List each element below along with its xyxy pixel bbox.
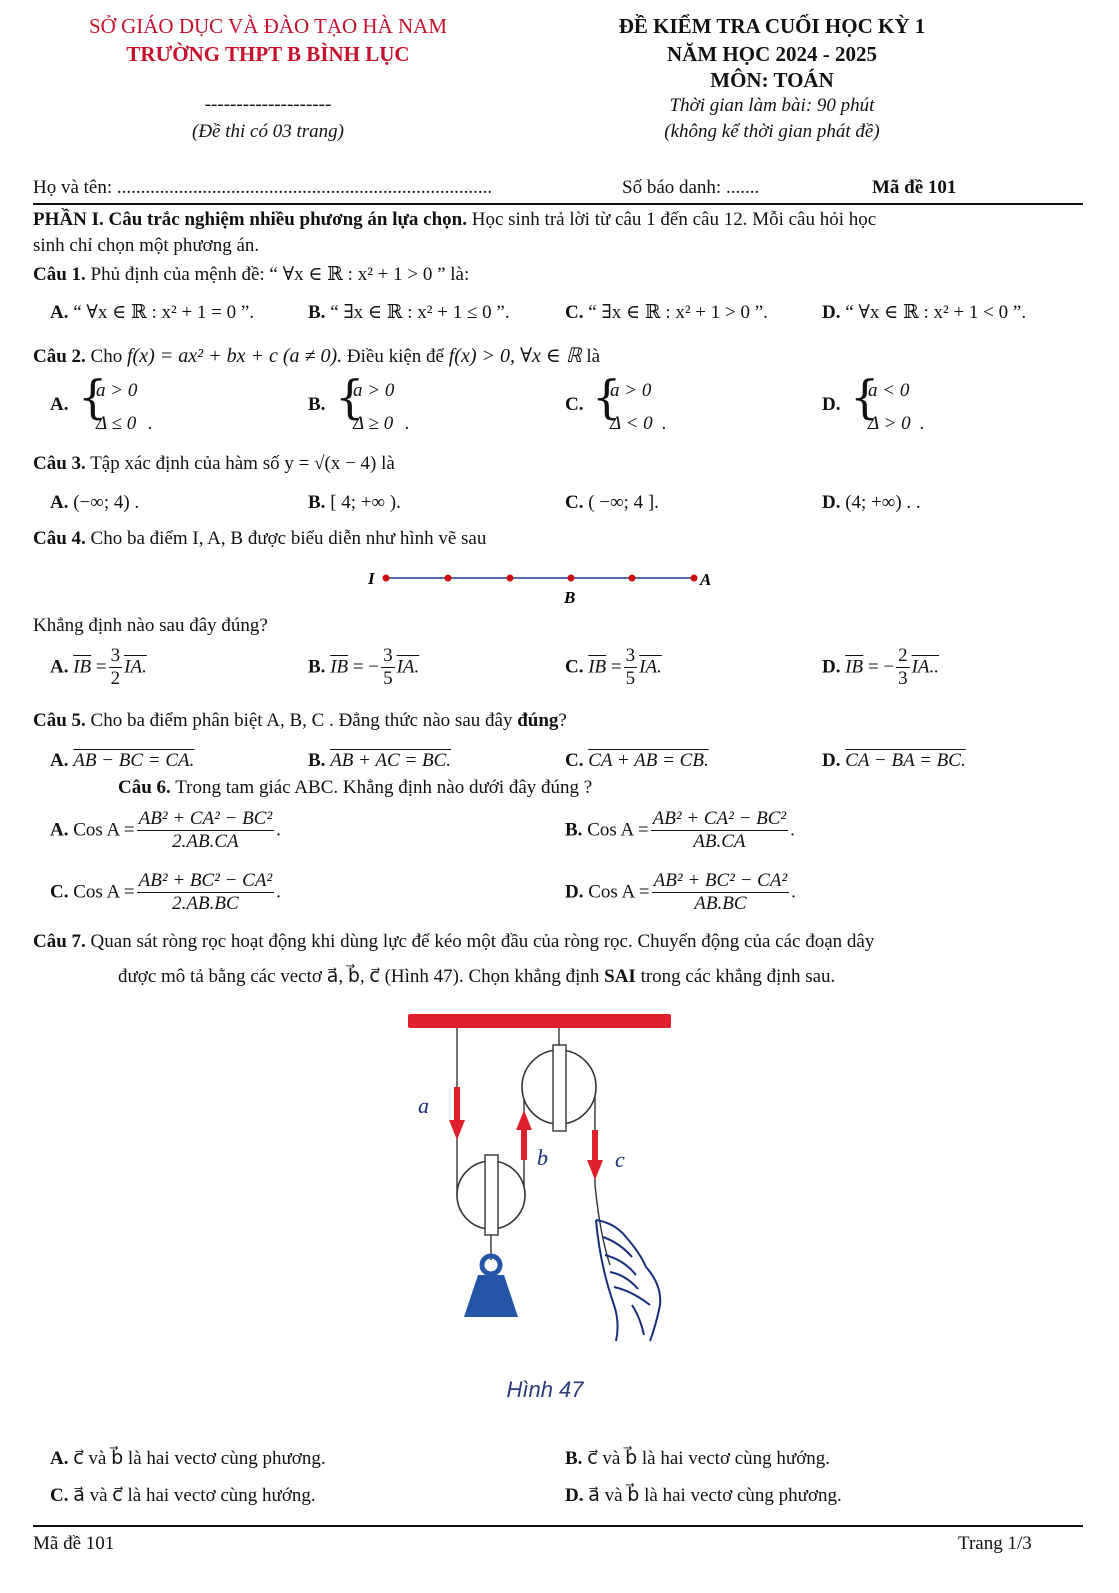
q1-option-d[interactable]: D. “ ∀x ∈ ℝ : x² + 1 < 0 ”. — [822, 302, 1027, 323]
exam-title: ĐỀ KIỂM TRA CUỐI HỌC KỲ 1 — [618, 14, 926, 38]
q3-option-a[interactable]: A. (−∞; 4) . — [50, 492, 140, 513]
q5-option-d[interactable]: D. CA − BA = BC. — [822, 750, 966, 771]
ceiling-bar — [408, 1014, 671, 1028]
q2-stem: Câu 2. Cho f(x) = ax² + bx + c (a ≠ 0). Điều kiện để f(x) > 0, ∀x ∈ ℝ là — [33, 345, 601, 367]
vector-b-arrow — [516, 1110, 532, 1160]
student-id-field: Số báo danh: ....... — [622, 177, 760, 198]
q1-option-b[interactable]: B. “ ∃x ∈ ℝ : x² + 1 ≤ 0 ”. — [308, 302, 510, 323]
q7-option-b[interactable]: B. c⃗ và b⃗ là hai vectơ cùng hướng. — [565, 1448, 831, 1469]
part1-desc: sinh chỉ chọn một phương án. — [33, 235, 260, 256]
q2-option-c[interactable]: C. — [565, 394, 584, 415]
school-name: TRƯỜNG THPT B BÌNH LỤC — [126, 42, 410, 66]
vector-b-label: b⃗ — [537, 1145, 566, 1170]
q7-stem-line1: Câu 7. Quan sát ròng rọc hoạt động khi dùng lực để kéo một đầu của ròng rọc. Chuyển động của các đoạn dây — [33, 931, 875, 952]
vector-c-label: c⃗ — [615, 1147, 642, 1172]
point-a-label: A — [700, 570, 712, 589]
q2-option-b[interactable]: B. — [308, 394, 326, 415]
vector-a-label: a⃗ — [418, 1093, 447, 1118]
q2-option-d[interactable]: D. — [822, 394, 841, 415]
points-figure — [360, 565, 730, 610]
school-year: NĂM HỌC 2024 - 2025 — [667, 42, 877, 66]
q1-option-c[interactable]: C. “ ∃x ∈ ℝ : x² + 1 > 0 ”. — [565, 302, 768, 323]
q7-option-c[interactable]: C. a⃗ và c⃗ là hai vectơ cùng hướng. — [50, 1485, 316, 1506]
student-name-field: Họ và tên: ............................................................................... — [33, 177, 493, 198]
q4-option-a[interactable]: A. $\overline{IB}$ = $\frac{3}{2}$ IA. — [50, 645, 147, 689]
exam-time: Thời gian làm bài: 90 phút — [669, 95, 875, 116]
q4-option-b[interactable]: B. $\overline{IB}$ = − $\frac{3}{5}$ IA. — [308, 645, 420, 689]
point-i-label: I — [368, 569, 375, 588]
q6-option-b[interactable]: B. Cos A = $\frac{\text{AB² + CA² − BC²}}{AB.CA}$ . — [565, 808, 795, 852]
point-b-label: B — [564, 588, 576, 607]
department-name: SỞ GIÁO DỤC VÀ ĐÀO TẠO HÀ NAM — [89, 14, 447, 38]
q3-stem: Câu 3. Tập xác định của hàm số y = √(x − 4) là — [33, 453, 395, 474]
footer-rule — [33, 1525, 1083, 1527]
q3-option-b[interactable]: B. [ 4; +∞ ). — [308, 492, 401, 513]
q3-option-c[interactable]: C. ( −∞; 4 ]. — [565, 492, 659, 513]
q7-option-d[interactable]: D. a⃗ và b⃗ là hai vectơ cùng phương. — [565, 1485, 842, 1506]
q5-option-b[interactable]: B. AB + AC = BC. — [308, 750, 452, 771]
q7-option-a[interactable]: A. c⃗ và b⃗ là hai vectơ cùng phương. — [50, 1448, 326, 1469]
q4-question: Khẳng định nào sau đây đúng? — [33, 615, 268, 636]
q5-stem: Câu 5. Cho ba điểm phân biệt A, B, C . Đẳng thức nào sau đây đúng? — [33, 710, 567, 731]
q4-stem: Câu 4. Cho ba điểm I, A, B được biểu diễn như hình vẽ sau — [33, 528, 487, 549]
q6-option-c[interactable]: C. Cos A = $\frac{\text{AB² + BC² − CA²}}{2.AB.BC}$ . — [50, 870, 281, 914]
exam-code: Mã đề 101 — [872, 177, 957, 198]
q1-stem: Câu 1. Phủ định của mệnh đề: “ ∀x ∈ ℝ : x² + 1 > 0 ” là: — [33, 264, 470, 285]
q2-option-a[interactable]: A. — [50, 394, 69, 415]
hand-icon — [596, 1220, 660, 1341]
figure-caption: Hình 47 — [506, 1377, 584, 1402]
q5-option-c[interactable]: C. CA + AB = CB. — [565, 750, 709, 771]
header-rule — [33, 203, 1083, 205]
footer-page-number: Trang 1/3 — [958, 1533, 1032, 1554]
part1-heading: PHẦN I. Câu trắc nghiệm nhiều phương án lựa chọn. Học sinh trả lời từ câu 1 đến câu 12. Mỗi câu hỏi học — [33, 209, 877, 230]
q7-stem-line2: được mô tả bằng các vectơ a⃗, b⃗, c⃗ (Hình 47). Chọn khẳng định SAI trong các khẳng định sau. — [118, 966, 836, 987]
weight-icon — [464, 1275, 518, 1317]
footer-exam-code: Mã đề 101 — [33, 1533, 115, 1554]
q5-option-a[interactable]: A. AB − BC = CA. — [50, 750, 195, 771]
header-dashes: -------------------- — [204, 94, 332, 115]
pulley-figure — [400, 1005, 690, 1405]
q4-option-c[interactable]: C. $\overline{IB}$ = $\frac{3}{5}$ IA. — [565, 645, 662, 689]
time-note: (không kể thời gian phát đề) — [664, 121, 880, 142]
q6-option-d[interactable]: D. Cos A = $\frac{\text{AB² + BC² − CA²}}{AB.BC}$ . — [565, 870, 796, 914]
q3-option-d[interactable]: D. (4; +∞) . . — [822, 492, 921, 513]
pages-note: (Đề thi có 03 trang) — [192, 121, 344, 142]
q6-stem: Câu 6. Trong tam giác ABC. Khẳng định nào dưới đây đúng ? — [118, 777, 593, 798]
vector-c-arrow — [587, 1130, 603, 1180]
q1-option-a[interactable]: A. “ ∀x ∈ ℝ : x² + 1 = 0 ”. — [50, 302, 255, 323]
subject: MÔN: TOÁN — [710, 68, 834, 92]
vector-a-arrow — [449, 1087, 465, 1140]
q6-option-a[interactable]: A. Cos A = $\frac{\text{AB² + CA² − BC²}}{2.AB.CA}$ . — [50, 808, 281, 852]
q4-option-d[interactable]: D. $\overline{IB}$ = − $\frac{2}{3}$ IA.. — [822, 645, 940, 689]
